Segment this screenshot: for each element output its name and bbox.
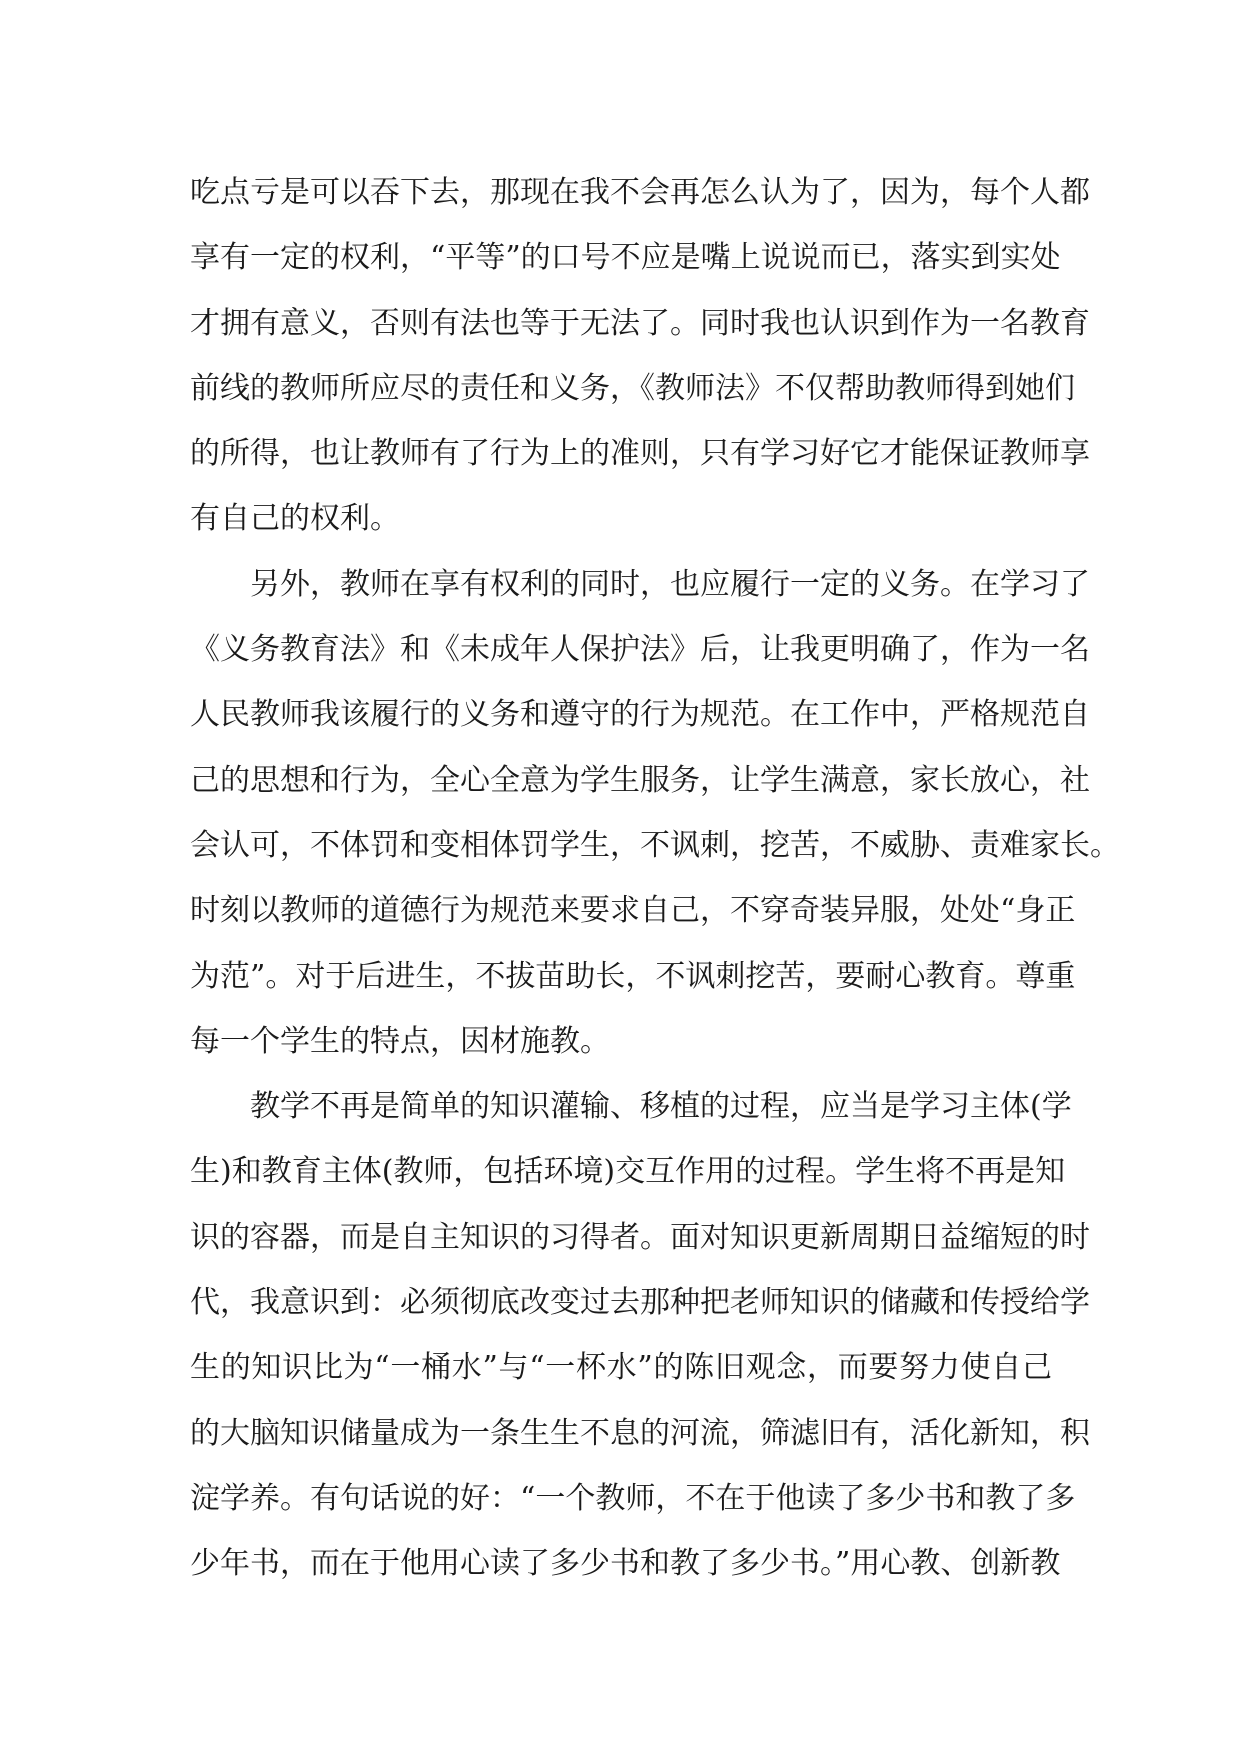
text-line: 生的知识比为“一桶水”与“一杯水”的陈旧观念，而要努力使自己 <box>190 1350 1052 1386</box>
text-line: 为范”。对于后进生，不拔苗助长，不讽刺挖苦，要耐心教育。尊重 <box>190 958 1076 994</box>
text-line: 吃点亏是可以吞下去，那现在我不会再怎么认为了，因为，每个人都 <box>190 175 1090 210</box>
text-line: 识的容器，而是自主知识的习得者。面对知识更新周期日益缩短的时 <box>190 1219 1090 1255</box>
text-line: 每一个学生的特点，因材施教。 <box>190 1023 610 1059</box>
text-line: 的大脑知识储量成为一条生生不息的河流，筛滤旧有，活化新知，积 <box>190 1415 1090 1451</box>
text-line: 的所得，也让教师有了行为上的准则，只有学习好它才能保证教师享 <box>190 436 1090 472</box>
text-line: 会认可，不体罚和变相体罚学生，不讽刺，挖苦，不威胁、责难家长。 <box>190 827 1120 863</box>
text-line: 淀学养。有句话说的好：“一个教师，不在于他读了多少书和教了多 <box>190 1480 1076 1516</box>
text-line: 生)和教育主体(教师，包括环境)交互作用的过程。学生将不再是知 <box>190 1154 1066 1190</box>
text-line: 己的思想和行为，全心全意为学生服务，让学生满意，家长放心，社 <box>190 762 1090 798</box>
text-line: 代，我意识到：必须彻底改变过去那种把老师知识的储藏和传授给学 <box>190 1285 1090 1321</box>
text-line: 才拥有意义，否则有法也等于无法了。同时我也认识到作为一名教育 <box>190 305 1090 341</box>
paragraph-first-line: 另外，教师在享有权利的同时，也应履行一定的义务。在学习了 <box>250 566 1090 602</box>
document-body <box>190 160 1120 1597</box>
text-line: 有自己的权利。 <box>190 501 400 537</box>
text-line: 《义务教育法》和《未成年人保护法》后，让我更明确了，作为一名 <box>190 632 1090 668</box>
text-line: 时刻以教师的道德行为规范来要求自己，不穿奇装异服，处处“身正 <box>190 893 1076 929</box>
text-line: 人民教师我该履行的义务和遵守的行为规范。在工作中，严格规范自 <box>190 697 1090 733</box>
paragraph-first-line: 教学不再是简单的知识灌输、移植的过程，应当是学习主体(学 <box>250 1089 1072 1125</box>
text-line: 享有一定的权利，“平等”的口号不应是嘴上说说而已，落实到实处 <box>190 240 1061 276</box>
text-line: 前线的教师所应尽的责任和义务，《教师法》不仅帮助教师得到她们 <box>190 370 1075 406</box>
text-line: 少年书，而在于他用心读了多少书和教了多少书。”用心教、创新教 <box>190 1546 1061 1582</box>
